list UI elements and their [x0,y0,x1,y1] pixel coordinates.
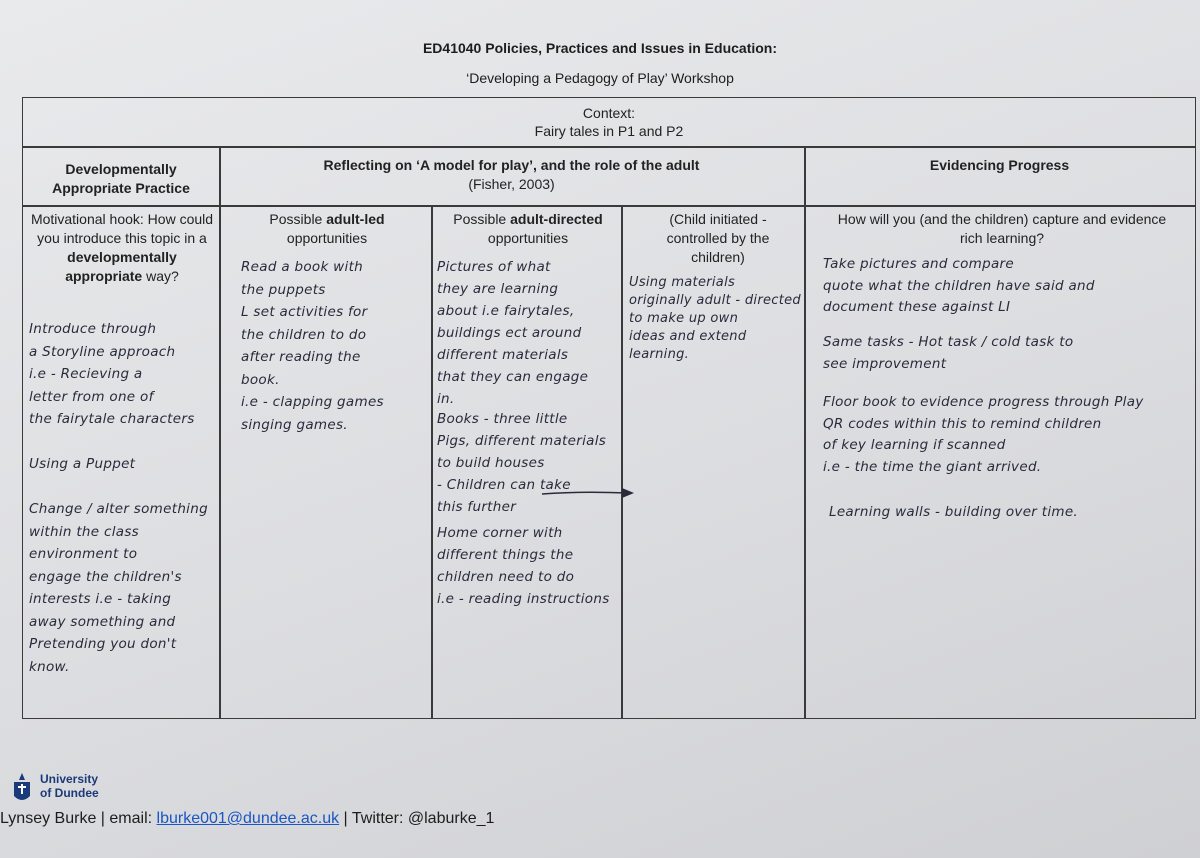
author-name: Lynsey Burke | email: [0,810,157,827]
evidence-notes-1: Take pictures and compare quote what the children have said and document these against LI [823,256,1095,315]
dap-prompt-bold: developmentally appropriate [65,249,177,284]
context-label: Context: [582,105,636,121]
evidence-notes-4: Learning walls - building over time. [829,504,1079,520]
adult-directed-heading [435,210,621,248]
child-initiated-heading: (Child initiated - controlled by the children) [666,211,770,265]
evidence-prompt: How will you (and the children) capture and evidence rich learning? [837,211,1167,246]
context-value: Fairy tales in P1 and P2 [534,123,684,139]
planning-table [22,97,1196,719]
adult-led-heading [237,210,417,248]
university-name [40,772,99,800]
twitter-handle: | Twitter: @laburke_1 [339,810,495,827]
university-line2: of Dundee [40,786,99,800]
university-line1: University [40,772,99,786]
arrow-icon [540,486,638,500]
dap-heading-line1: Developmentally [65,161,177,177]
reflecting-citation: (Fisher, 2003) [468,176,555,192]
reflecting-heading-title: Reflecting on ‘A model for play’, and the role of the adult [323,157,700,173]
adult-led-notes: Read a book with the puppets L set activities for the children to do after reading the book. i.e - clapping games singing games. [241,259,384,433]
workshop-title: ‘Developing a Pedagogy of Play’ Workshop [466,70,734,86]
table-column-divider [431,205,433,718]
adult-led-end: opportunities [286,230,368,246]
adult-directed-end: opportunities [487,230,569,246]
email-link[interactable]: lburke001@dundee.ac.uk [156,810,340,827]
dap-prompt-end: way? [146,268,179,284]
table-column-divider [219,146,221,718]
university-crest-icon [12,772,32,806]
adult-directed-text: Possible [453,211,507,227]
adult-directed-bold: adult-directed [510,211,603,227]
adult-directed-notes-1: Pictures of what they are learning about i.e fairytales, buildings ect around different materials that they can engage in. [437,259,589,407]
dap-prompt-text: Motivational hook: How could you introduce this topic in a [30,211,214,246]
adult-directed-notes-2: Books - three little Pigs, different materials to build houses - Children can take this further [437,411,607,515]
table-row-divider [23,146,1195,148]
adult-led-bold: adult-led [326,211,385,227]
evidencing-heading: Evidencing Progress [929,157,1070,173]
table-row-divider [23,205,1195,207]
adult-directed-notes-3: Home corner with different things the children need to do i.e - reading instructions [437,525,610,607]
evidence-notes-3: Floor book to evidence progress through Play QR codes within this to remind children of key learning if scanned i.e - the time the giant arrived. [823,394,1144,475]
author-footer [0,810,494,828]
reflecting-heading [219,156,804,194]
dap-heading [23,160,219,198]
course-title: ED41040 Policies, Practices and Issues in Education: [422,40,778,56]
child-initiated-notes: Using materials originally adult - directed to make up own ideas and extend learning. [629,275,801,362]
dap-prompt [27,210,217,286]
dap-heading-line2: Appropriate Practice [52,180,190,196]
evidence-notes-2: Same tasks - Hot task / cold task to see improvement [823,334,1074,372]
table-column-divider [804,146,806,718]
adult-led-text: Possible [269,211,323,227]
dap-notes: Introduce through a Storyline approach i.e - Recieving a letter from one of the fairytale characters Using a Puppet Change / alter something within the class environment to engage the children's interests i.e - taking away something and Pretending you don't know. [29,321,208,675]
